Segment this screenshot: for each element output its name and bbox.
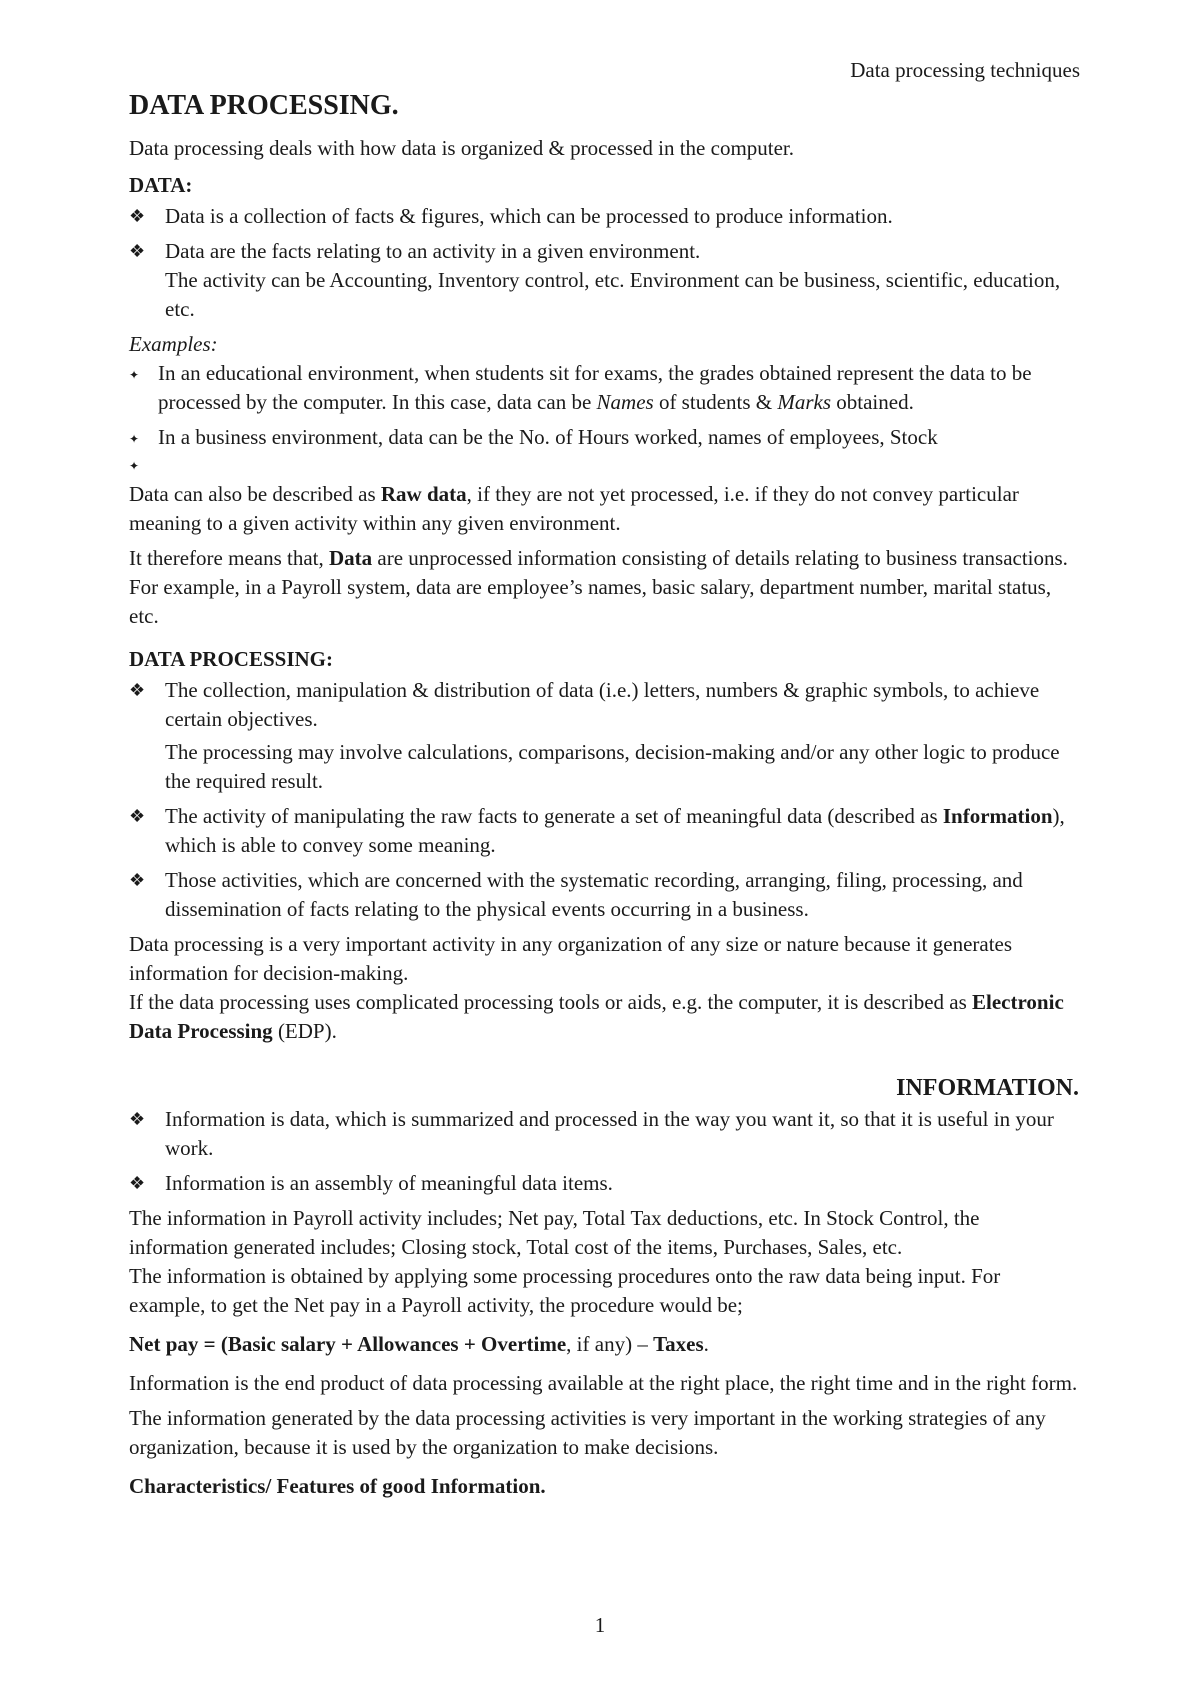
list-item: ❖ Data is a collection of facts & figures, which can be processed to produce information. [129,202,1079,231]
list-item: ❖ Data are the facts relating to an activity in a given environment. The activity can be Accounting, Inventory control, etc. Environment can be business, scientific, education, etc. [129,237,1079,324]
edp-paragraph: If the data processing uses complicated processing tools or aids, e.g. the computer, it is described as Electronic Data Processing (EDP). [129,990,1064,1043]
data-processing-heading: DATA PROCESSING: [129,647,334,671]
list-item: ❖ Information is an assembly of meaningful data items. [129,1169,1079,1198]
bullet-subtext: The processing may involve calculations, comparisons, decision-making and/or any other logic to produce the required result. [165,740,1060,793]
list-item: ❖ Information is data, which is summarized and processed in the way you want it, so that it is useful in your work. [129,1107,1054,1160]
data-bullet-list [129,202,1079,324]
raw-data-paragraph: Data can also be described as Raw data, if they are not yet processed, i.e. if they do not convey particular meaning to a given activity within any given environment. [129,482,1019,535]
diamond-bullet-icon: ❖ [129,680,146,700]
processing-bullet-list [129,676,1079,924]
list-item: ❖ The activity of manipulating the raw facts to generate a set of meaningful data (described as Information), which is able to convey some meaning. [129,804,1065,857]
importance-paragraph: Data processing is a very important activity in any organization of any size or nature because it generates information for decision-making. [129,932,1013,985]
diamond-bullet-icon: ❖ [129,1173,146,1193]
examples-label: Examples: [129,332,218,356]
page-title: DATA PROCESSING. [129,90,399,121]
document-body [129,88,1079,1503]
list-item: ❖ The collection, manipulation & distribution of data (i.e.) letters, numbers & graphic symbols, to achieve certain objectives. The processing may involve calculations, comparisons, decision-making and/or any other logic to produce the required result. [129,676,1079,796]
therefore-paragraph: It therefore means that, Data are unprocessed information consisting of details relating to business transactions. For example, in a Payroll system, data are employee’s names, basic salary, department number, marital status, etc. [129,546,1068,628]
page-number: 1 [594,1613,606,1637]
diamond-bullet-icon: ❖ [129,1109,146,1129]
data-heading: DATA: [129,173,193,197]
information-bullet-list [129,1105,1079,1198]
star-bullet-icon: ✦ [129,368,140,382]
payroll-paragraph: The information in Payroll activity includes; Net pay, Total Tax deductions, etc. In Stock Control, the information generated includes; Closing stock, Total cost of the items, Purchases, Sales, etc. [129,1206,980,1259]
diamond-bullet-icon: ❖ [129,806,146,826]
list-item: ✦ In a business environment, data can be the No. of Hours worked, names of employees, Stock [129,423,1079,452]
end-product-paragraph: Information is the end product of data processing available at the right place, the right time and in the right form. [129,1371,1078,1395]
bullet-subtext: The activity can be Accounting, Inventory control, etc. Environment can be business, scientific, education, etc. [165,268,1061,321]
running-header: Data processing techniques [850,58,1080,82]
net-pay-formula: Net pay = (Basic salary + Allowances + Overtime, if any) – Taxes. [129,1332,709,1356]
information-importance-paragraph: The information generated by the data processing activities is very important in the working strategies of any organization, because it is used by the organization to make decisions. [129,1406,1046,1459]
intro-paragraph: Data processing deals with how data is organized & processed in the computer. [129,136,795,160]
star-bullet-icon: ✦ [129,432,140,446]
characteristics-heading: Characteristics/ Features of good Information. [129,1474,546,1498]
diamond-bullet-icon: ❖ [129,241,146,261]
star-bullet-icon: ✦ [129,459,140,473]
list-item: ❖ Those activities, which are concerned with the systematic recording, arranging, filing, processing, and dissemination of facts relating to the physical events occurring in a business. [129,868,1023,921]
obtained-paragraph: The information is obtained by applying some processing procedures onto the raw data being input. For example, to get the Net pay in a Payroll activity, the procedure would be; [129,1264,1001,1317]
empty-list-item [129,458,1079,480]
diamond-bullet-icon: ❖ [129,870,146,890]
list-item: ✦ In an educational environment, when students sit for exams, the grades obtained represent the data to be processed by the computer. In this case, data can be Names of students & Marks obtained. [129,361,1032,414]
information-heading: INFORMATION. [896,1075,1079,1101]
examples-list [129,359,1079,452]
diamond-bullet-icon: ❖ [129,206,146,226]
